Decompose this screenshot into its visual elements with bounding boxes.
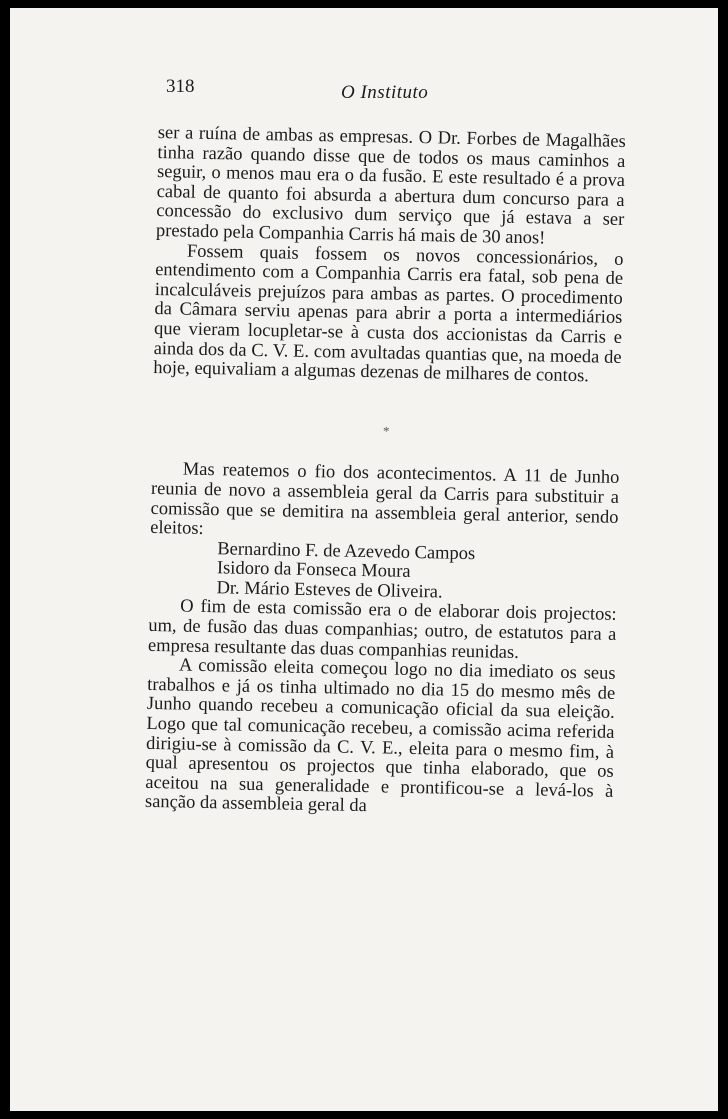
book-page: [10, 8, 718, 1111]
member-name: Bernardino F. de Azevedo Campos: [217, 538, 476, 564]
page-header: [10, 8, 718, 118]
body-text: [145, 124, 626, 822]
paragraph-5: A comissão eleita começou logo no dia imediato os seus trabalhos e já os tinha ultimado no dia 15 do mesmo mês de Junho quando recebeu a comunicação oficial da sua eleição. Logo que tal comunicação recebeu, a comissão acima referida dirigiu-se à comissão da C. V. E., eleita para o mesmo fim, à qual apresentou os projectos que tinha elaborado, que os aceitou na sua generalidade e prontificou-se a levá-los à sanção da assembleia geral da: [144, 655, 616, 817]
member-name: Isidoro da Fonseca Moura: [216, 558, 411, 583]
paragraph-4: O fim de esta comissão era o de elaborar dois projectos: um, de fusão das duas companhias; outro, de estatutos para a empresa resultante das duas companhias reunidas.: [147, 596, 617, 663]
section-break-ornament: *: [382, 423, 390, 439]
member-name: Dr. Mário Esteves de Oliveira.: [216, 578, 443, 603]
running-title: O Instituto: [341, 82, 429, 103]
page-number: 318: [166, 76, 195, 97]
paragraph-2: Fossem quais fossem os novos concessionários, o entendimento com a Companhia Carris era fatal, sob pena de incalculáveis prejuízos para ambas as partes. O procedimento da Câmara serviu apenas para abrir a porta a intermediários que vieram locupletar-se à custa dos accionistas da Carris e ainda dos da C. V. E. com avultadas quantias que, na moeda de hoje, equivaliam a algumas dezenas de milhares de contos.: [153, 241, 624, 387]
paragraph-1: ser a ruína de ambas as empresas. O Dr. Forbes de Magalhães tinha razão quando disse que de todos os maus caminhos a seguir, o menos mau era o da fusão. E este resultado é a prova cabal de quanto foi absurda a abertura dum concurso para a concessão do exclusivo dum serviço que já estava a ser prestado pela Companhia Carris há mais de 30 anos!: [155, 123, 626, 249]
paragraph-3: Mas reatemos o fio dos acontecimentos. A 11 de Junho reunia de novo a assembleia geral da Carris para substituir a comissão que se demitira na assembleia geral anterior, sendo eleitos:: [150, 459, 620, 540]
